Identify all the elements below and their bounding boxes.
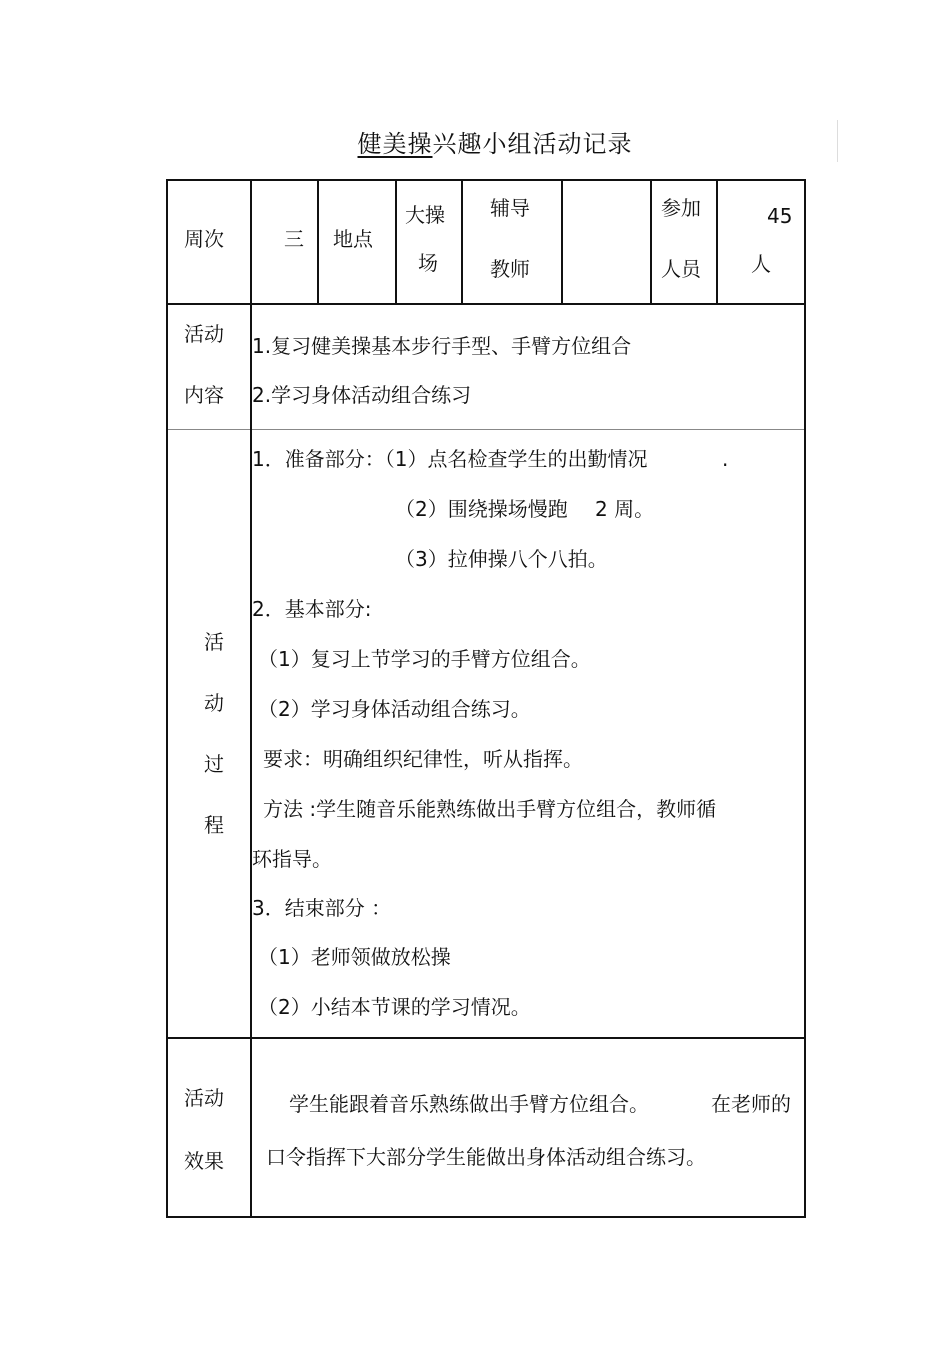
process-line: （3）拉伸操八个八拍。: [395, 547, 608, 571]
process-line: （1）复习上节学习的手臂方位组合。: [258, 647, 591, 671]
header-divider-1: [317, 179, 319, 305]
participants-unit: 人: [751, 252, 771, 276]
process-line: 要求：明确组织纪律性，听从指挥。: [263, 747, 583, 771]
place-value-line-2: 场: [418, 251, 438, 275]
effect-text-line-2: 口令指挥下大部分学生能做出身体活动组合练习。: [266, 1145, 706, 1169]
teacher-label-line-1: 辅导: [490, 196, 530, 220]
teacher-label-line-2: 教师: [490, 257, 530, 281]
place-value-line-1: 大操: [405, 203, 445, 227]
process-line: （2）学习身体活动组合练习。: [258, 697, 531, 721]
effect-label-line-1: 活动: [184, 1086, 224, 1110]
place-label: 地点: [333, 227, 373, 251]
content-item-2: 2.学习身体活动组合练习: [252, 383, 472, 407]
content-label-line-1: 活动: [184, 322, 224, 346]
row-divider-2: [166, 429, 806, 430]
title-underlined: 健美操: [357, 130, 433, 158]
process-line: 2 周。: [595, 497, 655, 521]
process-label-char-3: 过: [204, 752, 224, 776]
participants-count: 45: [767, 204, 793, 228]
process-label-char-4: 程: [204, 813, 224, 837]
process-line: 方法 :学生随音乐能熟练做出手臂方位组合，教师循: [263, 797, 717, 821]
effect-text-line-1b: 在老师的: [711, 1092, 791, 1116]
title-rest: 兴趣小组活动记录: [432, 130, 633, 158]
process-line: （1）老师领做放松操: [258, 945, 451, 969]
table-border-left: [166, 179, 168, 1218]
process-line: .: [722, 447, 729, 471]
participants-label-line-2: 人员: [661, 257, 701, 281]
process-line: 环指导。: [252, 847, 332, 871]
content-item-1: 1.复习健美操基本步行手型、手臂方位组合: [252, 334, 632, 358]
content-label-line-2: 内容: [184, 383, 224, 407]
table-border-top: [166, 179, 806, 181]
page-title: [0, 124, 950, 159]
header-divider-4: [561, 179, 563, 305]
process-line: 1．准备部分：（1）点名检查学生的出勤情况: [252, 447, 648, 471]
header-divider-6: [716, 179, 718, 305]
table-border-right: [804, 179, 806, 1218]
effect-text-line-1a: 学生能跟着音乐熟练做出手臂方位组合。: [289, 1092, 649, 1116]
row-divider-3: [166, 1037, 806, 1039]
process-line: 2．基本部分:: [252, 597, 372, 621]
week-label: 周次: [184, 227, 224, 251]
header-divider-3: [461, 179, 463, 305]
header-divider-2: [395, 179, 397, 305]
row-divider-1: [166, 303, 806, 305]
header-divider-5: [650, 179, 652, 305]
process-label-char-1: 活: [204, 630, 224, 654]
effect-label-line-2: 效果: [184, 1149, 224, 1173]
participants-label-line-1: 参加: [661, 196, 701, 220]
table-border-bottom: [166, 1216, 806, 1218]
process-line: 3．结束部分 ：: [252, 896, 392, 920]
process-label-char-2: 动: [204, 691, 224, 715]
process-line: （2）小结本节课的学习情况。: [258, 995, 531, 1019]
week-value: 三: [284, 227, 304, 251]
process-line: （2）围绕操场慢跑: [395, 497, 568, 521]
